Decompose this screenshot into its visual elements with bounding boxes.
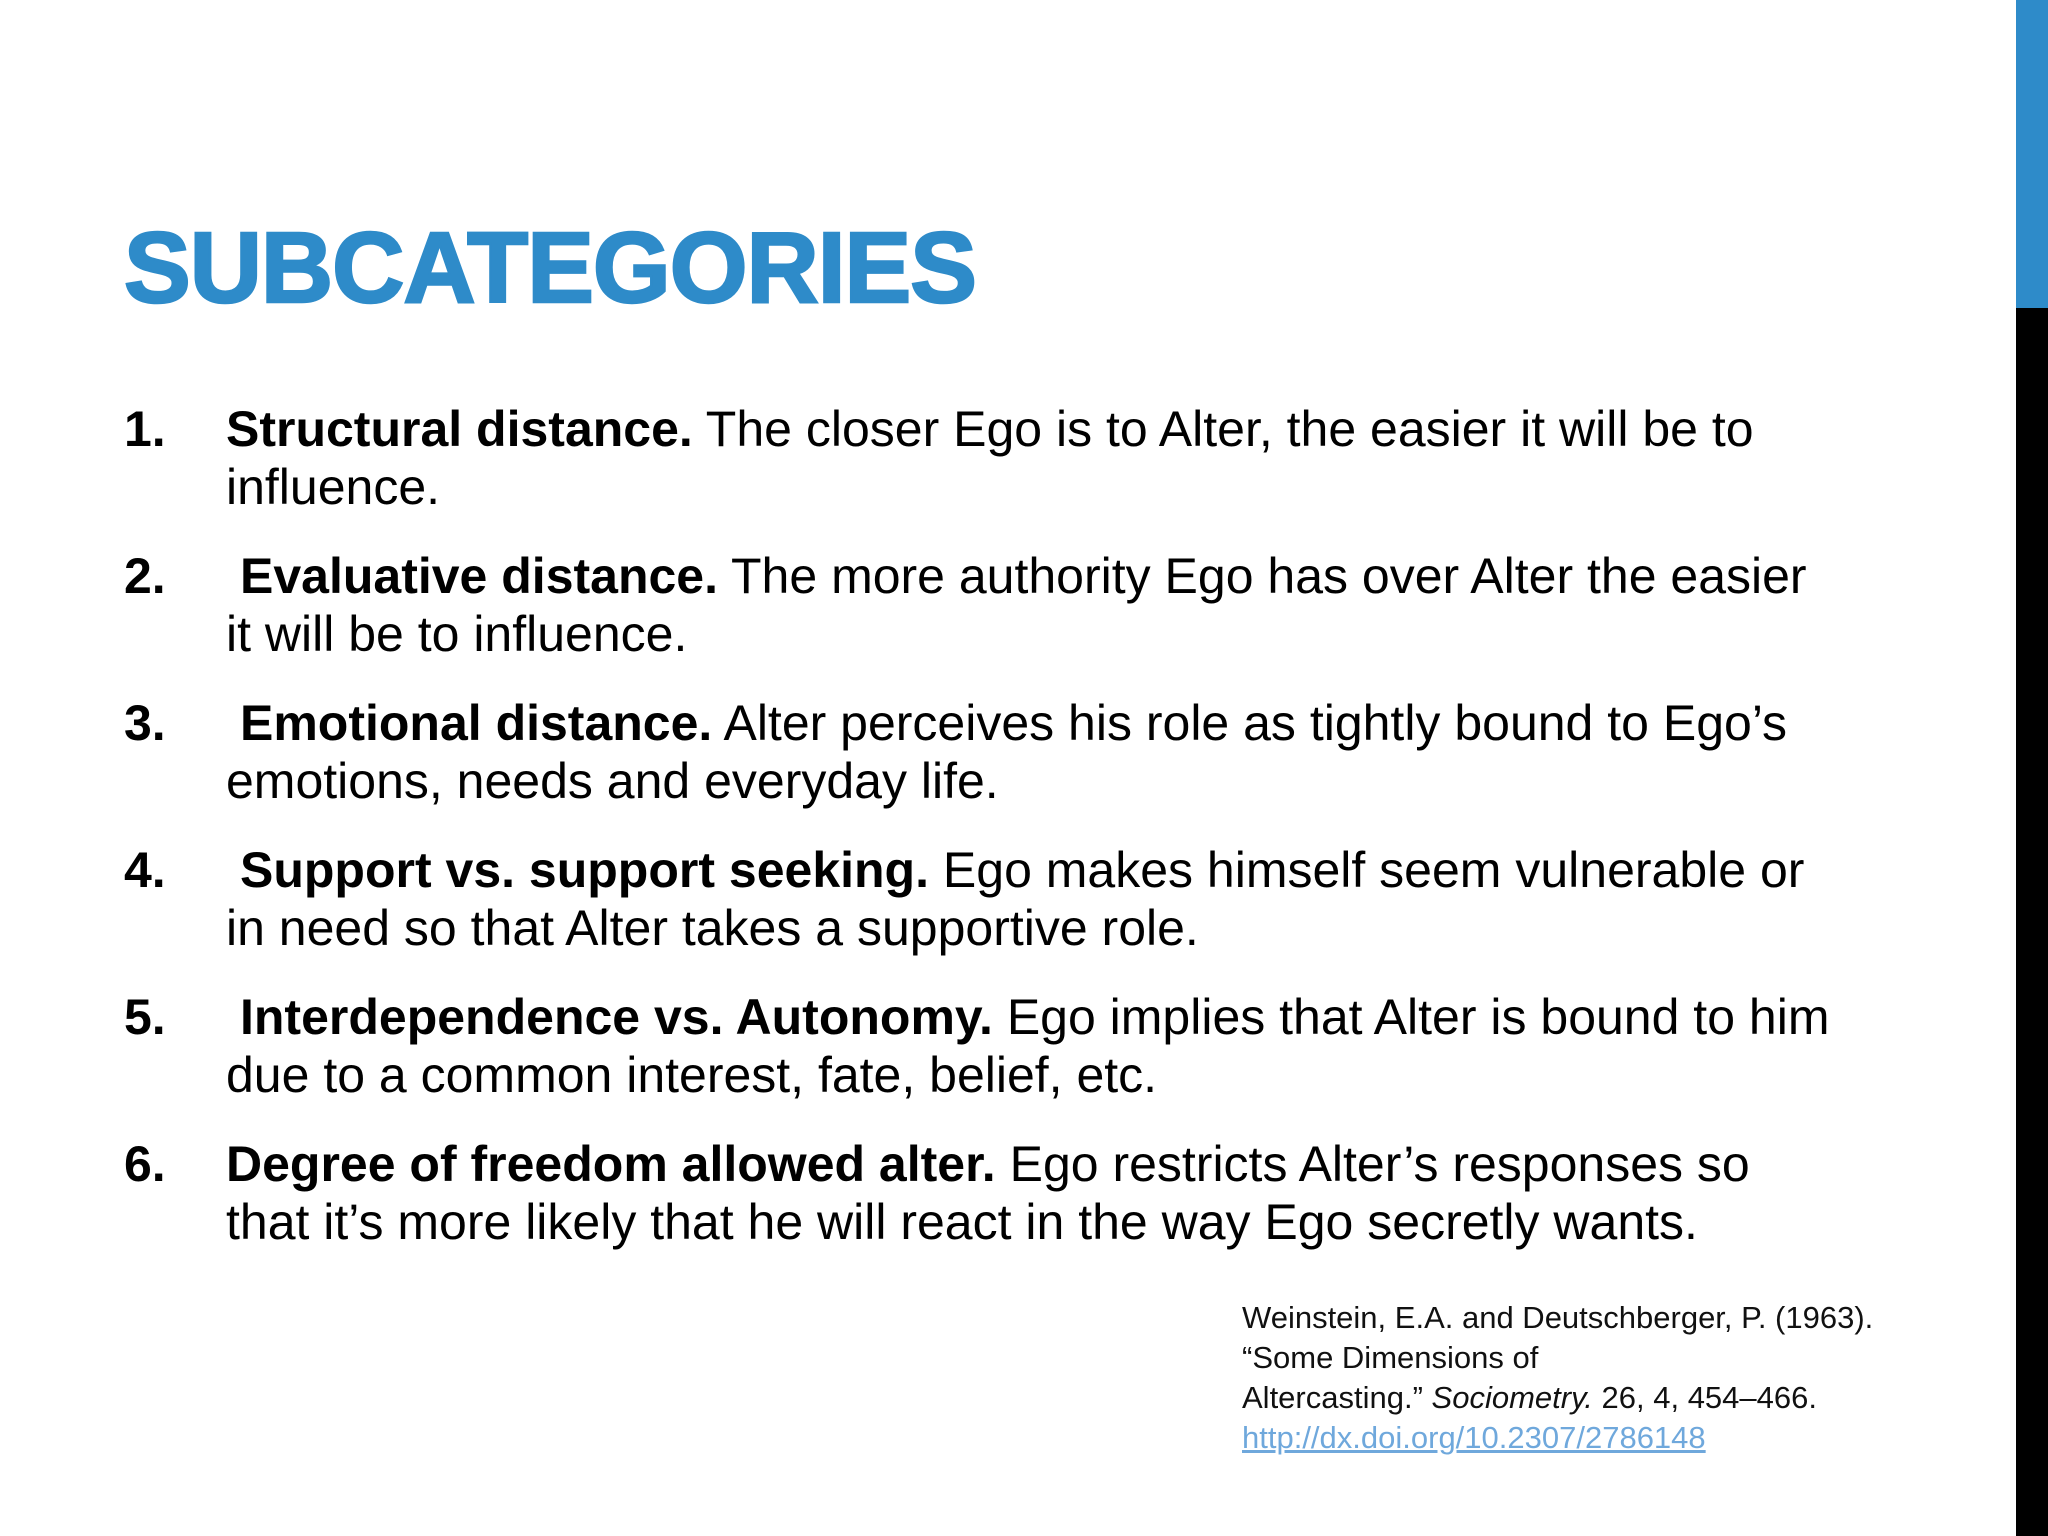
accent-side-bar — [2016, 0, 2048, 308]
item-description: Alter perceives his role as tightly bound to Ego’s emotions, needs and everyday life. — [226, 695, 1788, 809]
citation-doi-link[interactable]: http://dx.doi.org/10.2307/2786148 — [1242, 1420, 1706, 1455]
subcategory-item-evaluative-distance — [124, 547, 1844, 663]
item-description: The closer Ego is to Alter, the easier it will be to influence. — [226, 401, 1754, 515]
item-description: Ego makes himself seem vulnerable or in need so that Alter takes a supportive role. — [226, 842, 1805, 956]
subcategory-item-emotional-distance — [124, 694, 1844, 810]
subcategory-item-interdependence — [124, 988, 1844, 1104]
citation-volume: 26, 4, 454–466. — [1601, 1380, 1817, 1415]
item-term: Degree of freedom allowed alter. — [226, 1136, 996, 1192]
item-description: Ego restricts Alter’s responses so that it’s more likely that he will react in the way Ego secretly wants. — [226, 1136, 1750, 1250]
item-term: Interdependence vs. Autonomy. — [240, 989, 993, 1045]
subcategory-item-structural-distance — [124, 400, 1844, 516]
item-term: Structural distance. — [226, 401, 693, 457]
item-number: 3. — [124, 695, 166, 751]
citation — [1242, 1298, 1952, 1458]
item-number: 1. — [124, 401, 166, 457]
citation-journal: Sociometry. — [1431, 1380, 1593, 1415]
item-term: Evaluative distance. — [240, 548, 719, 604]
citation-source — [1242, 1378, 1952, 1418]
item-description: The more authority Ego has over Alter the easier it will be to influence. — [226, 548, 1807, 662]
slide-title: SUBCATEGORIES — [124, 212, 976, 324]
item-number: 4. — [124, 842, 166, 898]
dark-side-bar — [2016, 308, 2048, 1536]
item-number: 5. — [124, 989, 166, 1045]
item-description: Ego implies that Alter is bound to him due to a common interest, fate, belief, etc. — [226, 989, 1830, 1103]
item-number: 6. — [124, 1136, 166, 1192]
subcategory-item-degree-of-freedom — [124, 1135, 1844, 1251]
citation-authors: Weinstein, E.A. and Deutschberger, P. (1963). — [1242, 1300, 1874, 1335]
item-term: Emotional distance. — [240, 695, 713, 751]
subcategory-list — [124, 400, 1844, 1282]
citation-title-part: “Some Dimensions of — [1242, 1340, 1539, 1375]
item-term: Support vs. support seeking. — [240, 842, 929, 898]
subcategory-item-support-seeking — [124, 841, 1844, 957]
item-number: 2. — [124, 548, 166, 604]
citation-title-end: Altercasting.” — [1242, 1380, 1423, 1415]
